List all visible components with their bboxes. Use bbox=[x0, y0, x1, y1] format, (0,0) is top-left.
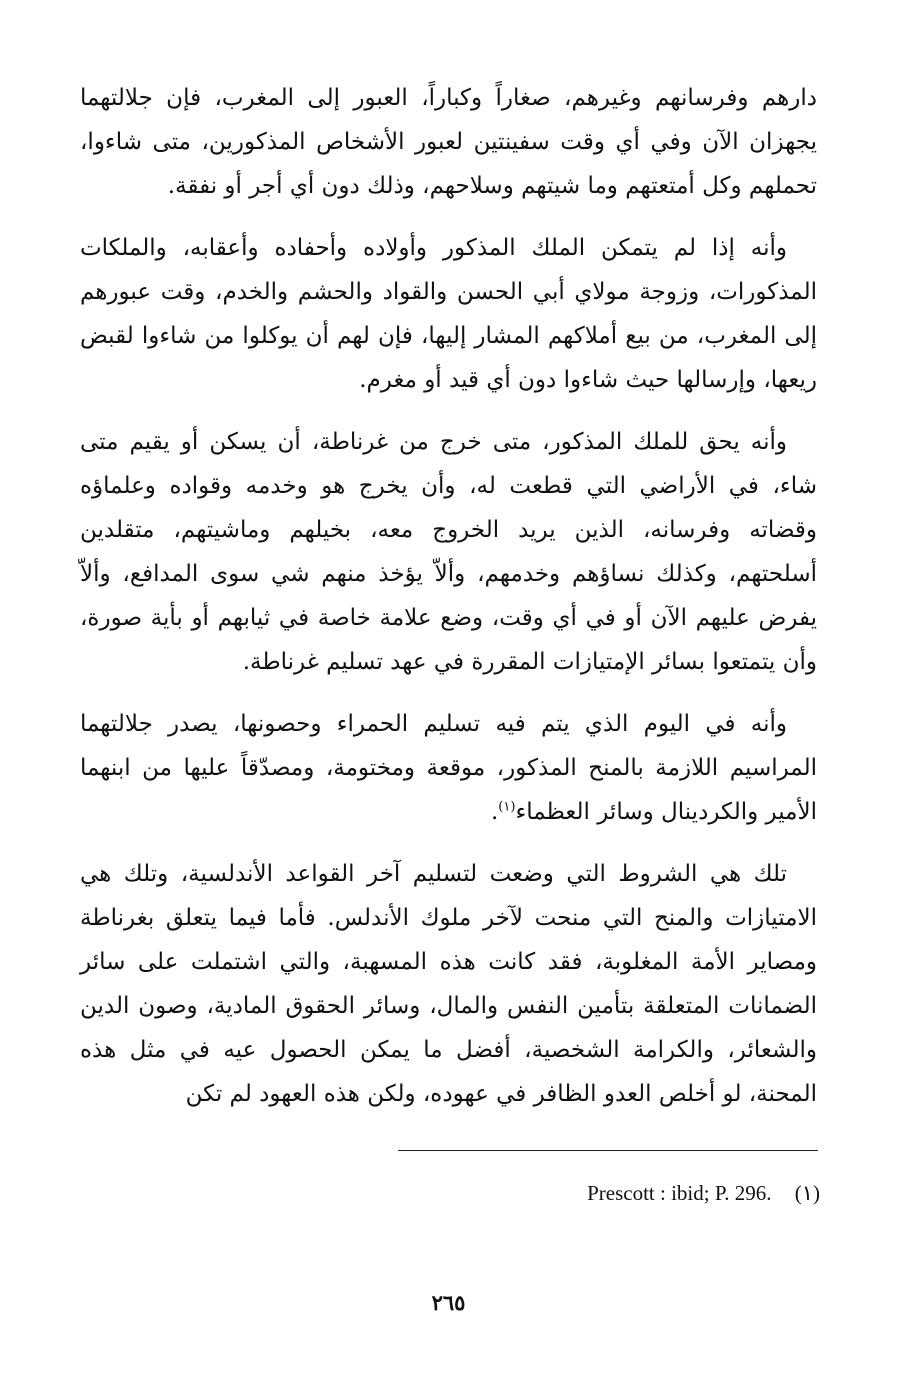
paragraph-decrees-end: . bbox=[490, 799, 499, 825]
paragraph-king-residence: وأنه يحق للملك المذكور، متى خرج من غرناطة، أن يسكن أو يقيم متى شاء، في الأراضي التي قطعت له، وأن يخرج هو وخدمه وقواده وعلماؤه وقضاته وفرسانه، الذين يريد الخروج معه، بخيلهم وماشيتهم، متقلدين أسلحتهم، وكذلك نساؤهم وخدمهم، وألاّ يؤخذ منهم شي سوى المدافع، وألاّ يفرض عليهم الآن أو في أي وقت، وضع علامة خاصة في ثيابهم أو بأية صورة، وأن يتمتعوا بسائر الإمتيازات المقررة في عهد تسليم غرناطة. bbox=[80, 429, 817, 675]
paragraph-decrees-text: وأنه في اليوم الذي يتم فيه تسليم الحمراء وحصونها، يصدر جلالتهما المراسيم اللازمة بالمنح المذكور، موقعة ومختومة، ومصدّقاً عليها من ابنهما الأمير والكردينال وسائر العظماء bbox=[80, 711, 817, 825]
page-number: ٢٦٥ bbox=[431, 1290, 466, 1315]
footnote-divider bbox=[398, 1150, 818, 1151]
paragraph-continuation: دارهم وفرسانهم وغيرهم، صغاراً وكباراً، العبور إلى المغرب، فإن جلالتهما يجهزان الآن وفي أي وقت سفينتين لعبور الأشخاص المذكورين، متى شاءوا، تحملهم وكل أمتعتهم وما شيتهم وسلاحهم، وذلك دون أي أجر أو نفقة. bbox=[80, 85, 817, 199]
footnote-text: Prescott : ibid; P. 296. bbox=[587, 1181, 772, 1205]
paragraph-conditions-summary: تلك هي الشروط التي وضعت لتسليم آخر القواعد الأندلسية، وتلك هي الامتيازات والمنح التي منحت لآخر ملوك الأندلس. فأما فيما يتعلق بغرناطة ومصاير الأمة المغلوبة، فقد كانت هذه المسهبة، والتي اشتملت على سائر الضمانات المتعلقة بتأمين النفس والمال، وسائر الحقوق المادية، وصون الدين والشعائر، والكرامة الشخصية، أفضل ما يمكن الحصول عيه في مثل هذه المحنة، لو أخلص العدو الظافر في عهوده، ولكن هذه العهود لم تكن bbox=[80, 861, 817, 1107]
paragraph-property-sale: وأنه إذا لم يتمكن الملك المذكور وأولاده وأحفاده وأعقابه، والملكات المذكورات، وزوجة مولاي أبي الحسن والقواد والحشم والخدم، وقت عبورهم إلى المغرب، من بيع أملاكهم المشار إليها، فإن لهم أن يوكلوا من شاءوا لقبض ريعها، وإرسالها حيث شاءوا دون أي قيد أو مغرم. bbox=[80, 235, 817, 393]
footnote bbox=[420, 1178, 820, 1208]
footnote-number: (١) bbox=[794, 1181, 820, 1205]
main-text bbox=[80, 76, 817, 1134]
paragraph-decrees bbox=[80, 702, 817, 834]
footnote-reference: (١) bbox=[498, 799, 516, 815]
